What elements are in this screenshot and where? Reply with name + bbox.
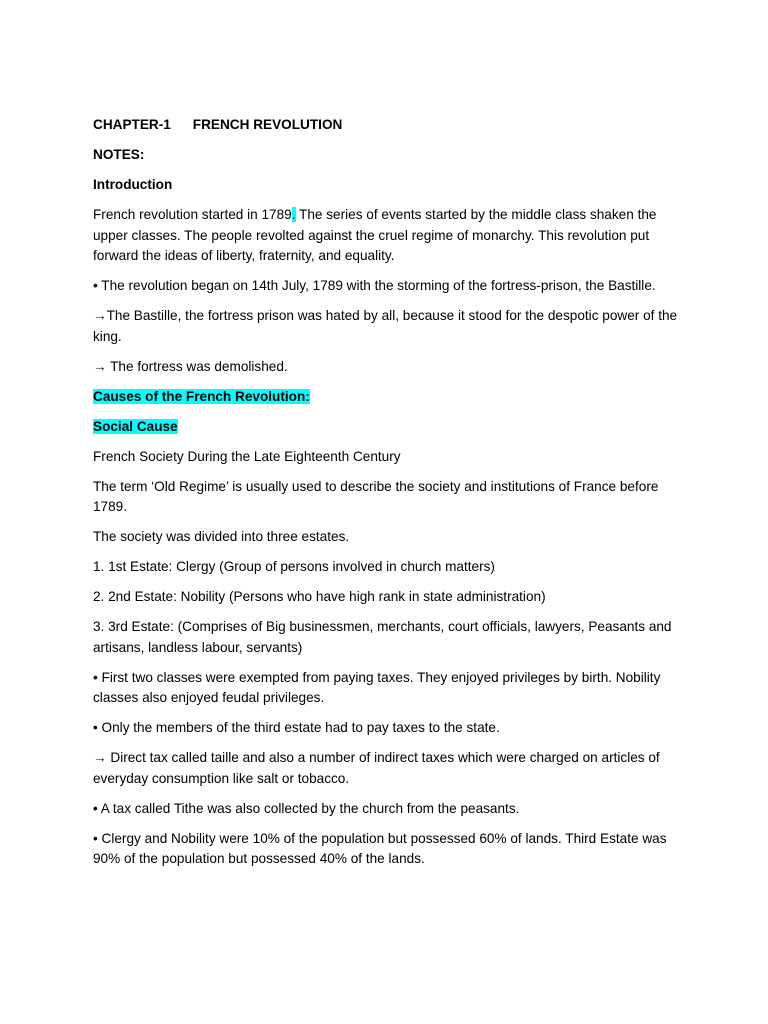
highlighted-period: . xyxy=(291,207,296,222)
paragraph-tithe: • A tax called Tithe was also collected by the church from the peasants. xyxy=(93,800,520,816)
paragraph-bastille-hated: →The Bastille, the fortress prison was hated by all, because it stood for the despotic power of the king. xyxy=(93,308,678,344)
chapter-title: FRENCH REVOLUTION xyxy=(192,117,343,132)
introduction-paragraph xyxy=(93,205,678,267)
document-page xyxy=(93,115,678,879)
paragraph-bastille-storming: • The revolution began on 14th July, 1789 with the storming of the fortress-prison, the Bastille. xyxy=(93,278,656,293)
paragraph-third-estate-taxes: • Only the members of the third estate had to pay taxes to the state. xyxy=(93,720,500,735)
paragraph-land-share: • Clergy and Nobility were 10% of the population but possessed 60% of lands. Third Estate was 90% of the population but possessed 40% of the lands. xyxy=(93,830,667,866)
notes-label: NOTES: xyxy=(93,147,145,162)
paragraph-fortress-demolished: → The fortress was demolished. xyxy=(93,358,288,374)
list-item-third-estate: 3. 3rd Estate: (Comprises of Big businessmen, merchants, court officials, lawyers, Peasants and artisans, landless labour, servants) xyxy=(93,619,672,655)
intro-text-after: The series of events started by the middle class shaken the upper classes. The people revolted against the cruel regime of monarchy. This revolution put forward the ideas of liberty, fraternity, and equality. xyxy=(93,207,657,263)
chapter-heading xyxy=(93,115,678,136)
intro-text-before: French revolution started in 1789 xyxy=(93,207,292,222)
causes-heading-text: Causes of the French Revolution: xyxy=(93,388,310,404)
chapter-number: CHAPTER-1 xyxy=(93,117,171,132)
paragraph-exempted-classes: • First two classes were exempted from paying taxes. They enjoyed privileges by birth. Nobility classes also enjoyed feudal privileges. xyxy=(93,669,661,705)
paragraph-three-estates: The society was divided into three estates. xyxy=(93,529,350,544)
paragraph-society-title: French Society During the Late Eighteenth Century xyxy=(93,448,401,464)
social-cause-heading-text: Social Cause xyxy=(93,418,178,434)
paragraph-old-regime: The term ‘Old Regime’ is usually used to describe the society and institutions of France before 1789. xyxy=(93,478,659,514)
list-item-first-estate: 1. 1st Estate: Clergy (Group of persons involved in church matters) xyxy=(93,559,495,574)
introduction-heading: Introduction xyxy=(93,177,173,192)
social-cause-heading xyxy=(93,417,678,438)
causes-heading xyxy=(93,387,678,408)
paragraph-taille: → Direct tax called taille and also a number of indirect taxes which were charged on articles of everyday consumption like salt or tobacco. xyxy=(93,750,660,786)
list-item-second-estate: 2. 2nd Estate: Nobility (Persons who have high rank in state administration) xyxy=(93,589,546,604)
